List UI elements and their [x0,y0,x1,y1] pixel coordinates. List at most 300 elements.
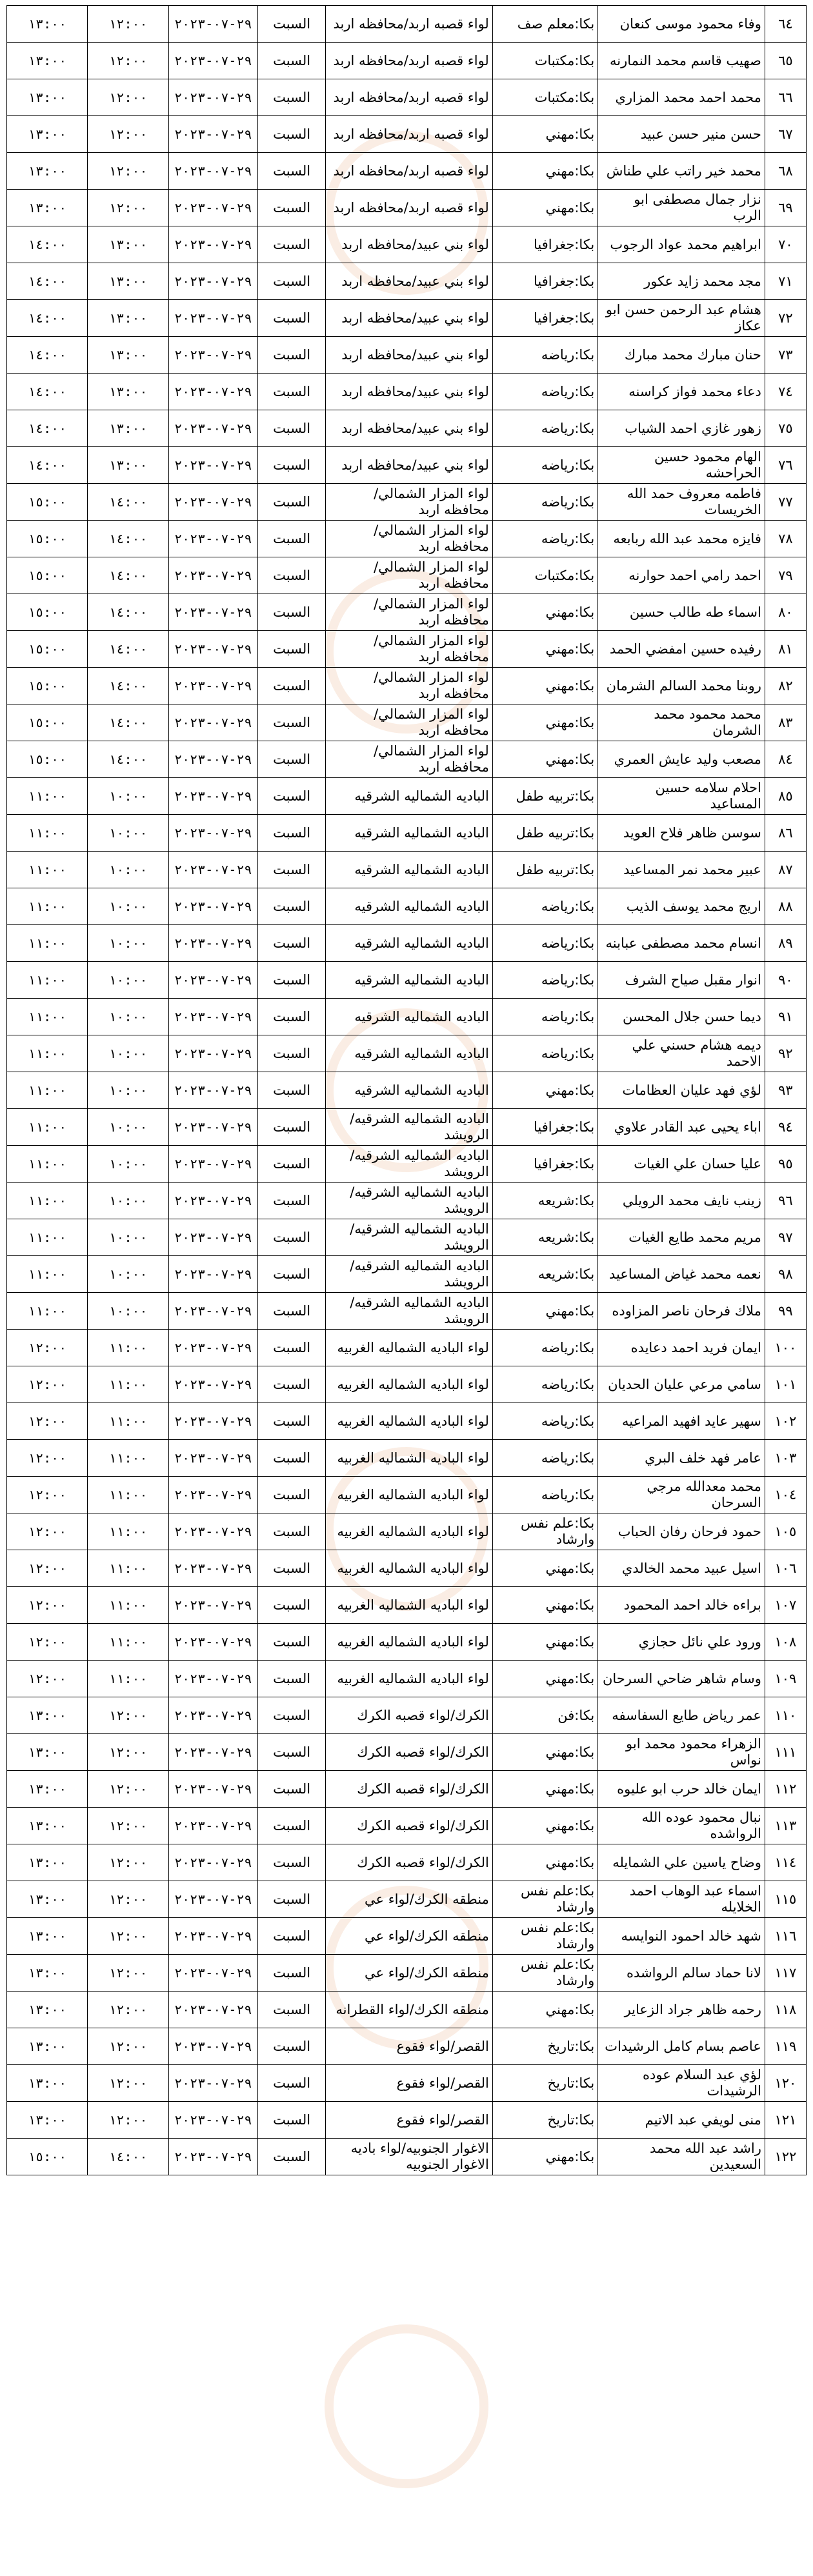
table-row [7,1183,807,1219]
interview-day: السبت [257,1771,325,1808]
applicant-name: احلام سلامه حسين المساعيد [598,778,765,815]
specialization: بكا:رياضه [492,1477,597,1513]
directorate: منطقه الكرك/لواء عي [326,1955,493,1992]
table-row [7,447,807,484]
directorate: الباديه الشماليه الشرقيه/ الرويشد [326,1109,493,1146]
start-time: ١٢:٠٠ [88,190,168,226]
table-row [7,1587,807,1624]
specialization: بكا:رياضه [492,447,597,484]
specialization: بكا:تاريخ [492,2102,597,2139]
row-number: ١٠١ [765,1366,806,1403]
applicant-name: نزار جمال مصطفى ابو الرب [598,190,765,226]
row-number: ٧٦ [765,447,806,484]
table-row [7,1330,807,1366]
interview-date: ٢٩-٠٧-٢٠٢٣ [168,1477,257,1513]
end-time: ١٣:٠٠ [7,43,88,79]
applicant-name: هشام عبد الرحمن حسن ابو عكاز [598,300,765,337]
interview-day: السبت [257,1219,325,1256]
row-number: ٩٤ [765,1109,806,1146]
specialization: بكا:رياضه [492,521,597,557]
interview-date: ٢٩-٠٧-٢٠٢٣ [168,43,257,79]
end-time: ١١:٠٠ [7,999,88,1035]
applicant-name: محمد خير راتب علي طناش [598,153,765,190]
interview-date: ٢٩-٠٧-٢٠٢٣ [168,1403,257,1440]
applicant-name: لؤي فهد عليان العظامات [598,1072,765,1109]
interview-day: السبت [257,852,325,888]
row-number: ٦٧ [765,116,806,153]
specialization: بكا:مكتبات [492,79,597,116]
interview-date: ٢٩-٠٧-٢٠٢٣ [168,1955,257,1992]
directorate: لواء قصبه اربد/محافظه اربد [326,190,493,226]
interview-day: السبت [257,43,325,79]
interview-date: ٢٩-٠٧-٢٠٢٣ [168,704,257,741]
start-time: ١١:٠٠ [88,1366,168,1403]
end-time: ١٤:٠٠ [7,263,88,300]
applicant-name: دعاء محمد فواز كراسنه [598,374,765,410]
applicant-name: فاطمه معروف حمد الله الخريسات [598,484,765,521]
table-row [7,2139,807,2175]
start-time: ١١:٠٠ [88,1624,168,1661]
table-row [7,153,807,190]
interview-date: ٢٩-٠٧-٢٠٢٣ [168,815,257,852]
table-row [7,815,807,852]
directorate: لواء المزار الشمالي/محافظه اربد [326,557,493,594]
end-time: ١١:٠٠ [7,815,88,852]
applicant-name: ايمان فريد احمد دعايده [598,1330,765,1366]
table-row [7,557,807,594]
interview-date: ٢٩-٠٧-٢٠٢٣ [168,2139,257,2175]
interview-day: السبت [257,263,325,300]
specialization: بكا:مهني [492,704,597,741]
row-number: ٩٣ [765,1072,806,1109]
interview-date: ٢٩-٠٧-٢٠٢٣ [168,410,257,447]
directorate: لواء بني عبيد/محافظه اربد [326,410,493,447]
directorate: لواء الباديه الشماليه الغربيه [326,1624,493,1661]
applicant-name: اسماء طه طالب حسين [598,594,765,631]
table-row [7,1955,807,1992]
row-number: ٧٨ [765,521,806,557]
end-time: ١٥:٠٠ [7,521,88,557]
table-row [7,190,807,226]
row-number: ١٠٥ [765,1513,806,1550]
applicant-name: ورود علي نائل حجازي [598,1624,765,1661]
applicant-name: مصعب وليد عايش العمري [598,741,765,778]
applicant-name: ملاك فرحان ناصر المزاوده [598,1293,765,1330]
specialization: بكا:علم نفس وارشاد [492,1513,597,1550]
end-time: ١٤:٠٠ [7,337,88,374]
end-time: ١٢:٠٠ [7,1403,88,1440]
row-number: ١٠٨ [765,1624,806,1661]
row-number: ٧٥ [765,410,806,447]
start-time: ١٢:٠٠ [88,1955,168,1992]
end-time: ١٤:٠٠ [7,410,88,447]
start-time: ١٠:٠٠ [88,778,168,815]
applicant-name: سهير عايد افهيد المراعيه [598,1403,765,1440]
end-time: ١٣:٠٠ [7,116,88,153]
specialization: بكا:تربيه طفل [492,778,597,815]
interview-date: ٢٩-٠٧-٢٠٢٣ [168,888,257,925]
table-row [7,521,807,557]
end-time: ١٢:٠٠ [7,1366,88,1403]
interview-date: ٢٩-٠٧-٢٠٢٣ [168,116,257,153]
row-number: ٧٢ [765,300,806,337]
start-time: ١١:٠٠ [88,1550,168,1587]
interview-date: ٢٩-٠٧-٢٠٢٣ [168,1808,257,1844]
interview-day: السبت [257,1072,325,1109]
specialization: بكا:مهني [492,190,597,226]
row-number: ١٢٠ [765,2065,806,2102]
interview-date: ٢٩-٠٧-٢٠٢٣ [168,1293,257,1330]
start-time: ١٤:٠٠ [88,741,168,778]
applicant-name: صهيب قاسم محمد النمارنه [598,43,765,79]
applicant-name: عاصم بسام كامل الرشيدات [598,2028,765,2065]
interview-day: السبت [257,1918,325,1955]
end-time: ١٣:٠٠ [7,2065,88,2102]
end-time: ١٥:٠٠ [7,741,88,778]
interview-date: ٢٩-٠٧-٢٠٢٣ [168,1697,257,1734]
row-number: ٩٠ [765,962,806,999]
specialization: بكا:علم نفس وارشاد [492,1881,597,1918]
directorate: لواء المزار الشمالي/محافظه اربد [326,594,493,631]
row-number: ٨١ [765,631,806,668]
end-time: ١١:٠٠ [7,1183,88,1219]
table-row [7,79,807,116]
start-time: ١٣:٠٠ [88,226,168,263]
interview-day: السبت [257,557,325,594]
start-time: ١١:٠٠ [88,1440,168,1477]
applicant-name: احمد رامي احمد حوارنه [598,557,765,594]
start-time: ١٢:٠٠ [88,79,168,116]
directorate: منطقه الكرك/لواء عي [326,1881,493,1918]
start-time: ١٠:٠٠ [88,962,168,999]
end-time: ١١:٠٠ [7,925,88,962]
specialization: بكا:رياضه [492,484,597,521]
start-time: ١٠:٠٠ [88,1256,168,1293]
interview-date: ٢٩-٠٧-٢٠٢٣ [168,153,257,190]
end-time: ١٣:٠٠ [7,6,88,43]
applicant-name: اباء يحيى عبد القادر علاوي [598,1109,765,1146]
applicant-name: زهور غازي احمد الشياب [598,410,765,447]
end-time: ١٣:٠٠ [7,1955,88,1992]
interview-date: ٢٩-٠٧-٢٠٢٣ [168,1661,257,1697]
interview-day: السبت [257,1330,325,1366]
interview-day: السبت [257,190,325,226]
end-time: ١١:٠٠ [7,852,88,888]
specialization: بكا:علم نفس وارشاد [492,1918,597,1955]
interview-date: ٢٩-٠٧-٢٠٢٣ [168,337,257,374]
start-time: ١٢:٠٠ [88,1697,168,1734]
table-row [7,1881,807,1918]
start-time: ١٢:٠٠ [88,2065,168,2102]
applicant-name: نعمه محمد غياض المساعيد [598,1256,765,1293]
interview-date: ٢٩-٠٧-٢٠٢٣ [168,1587,257,1624]
row-number: ١٢٢ [765,2139,806,2175]
start-time: ١١:٠٠ [88,1587,168,1624]
interview-day: السبت [257,704,325,741]
end-time: ١٣:٠٠ [7,1771,88,1808]
applicant-name: محمد احمد محمد المزاري [598,79,765,116]
row-number: ١١١ [765,1734,806,1771]
table-row [7,1146,807,1183]
interview-day: السبت [257,962,325,999]
interview-date: ٢٩-٠٧-٢٠٢٣ [168,1550,257,1587]
row-number: ١١٠ [765,1697,806,1734]
specialization: بكا:شريعه [492,1256,597,1293]
end-time: ١٢:٠٠ [7,1624,88,1661]
specialization: بكا:مهني [492,116,597,153]
row-number: ٩١ [765,999,806,1035]
end-time: ١٥:٠٠ [7,594,88,631]
start-time: ١٠:٠٠ [88,1183,168,1219]
interview-date: ٢٩-٠٧-٢٠٢٣ [168,79,257,116]
table-row [7,337,807,374]
directorate: الباديه الشماليه الشرقيه [326,1035,493,1072]
start-time: ١٤:٠٠ [88,704,168,741]
interview-date: ٢٩-٠٧-٢٠٢٣ [168,778,257,815]
row-number: ١١٨ [765,1992,806,2028]
directorate: لواء بني عبيد/محافظه اربد [326,447,493,484]
table-row [7,2065,807,2102]
row-number: ٩٢ [765,1035,806,1072]
directorate: لواء الباديه الشماليه الغربيه [326,1550,493,1587]
specialization: بكا:مهني [492,1844,597,1881]
interview-day: السبت [257,1183,325,1219]
applicant-name: ديما حسن جلال المحسن [598,999,765,1035]
applicant-name: زينب نايف محمد الرويلي [598,1183,765,1219]
interview-day: السبت [257,116,325,153]
interview-day: السبت [257,410,325,447]
row-number: ٩٥ [765,1146,806,1183]
row-number: ٦٥ [765,43,806,79]
specialization: بكا:مهني [492,1072,597,1109]
start-time: ١٠:٠٠ [88,1035,168,1072]
end-time: ١٣:٠٠ [7,190,88,226]
start-time: ١٣:٠٠ [88,337,168,374]
interview-day: السبت [257,1881,325,1918]
end-time: ١١:٠٠ [7,1293,88,1330]
table-row [7,1219,807,1256]
interview-day: السبت [257,2065,325,2102]
row-number: ١٢١ [765,2102,806,2139]
directorate: الباديه الشماليه الشرقيه [326,962,493,999]
applicant-name: عليا حسان علي الغيات [598,1146,765,1183]
interview-date: ٢٩-٠٧-٢٠٢٣ [168,2028,257,2065]
row-number: ٧٧ [765,484,806,521]
directorate: لواء بني عبيد/محافظه اربد [326,300,493,337]
applicant-name: وضاح ياسين علي الشمايله [598,1844,765,1881]
applicant-name: الهام محمود حسين الحراحشه [598,447,765,484]
row-number: ١١٣ [765,1808,806,1844]
table-row [7,1366,807,1403]
interview-day: السبت [257,1293,325,1330]
interview-date: ٢٩-٠٧-٢٠٢٣ [168,1440,257,1477]
applicant-name: براءه خالد احمد المحمود [598,1587,765,1624]
directorate: الباديه الشماليه الشرقيه/ الرويشد [326,1293,493,1330]
interview-date: ٢٩-٠٧-٢٠٢٣ [168,1918,257,1955]
end-time: ١٢:٠٠ [7,1330,88,1366]
directorate: لواء المزار الشمالي/محافظه اربد [326,484,493,521]
table-row [7,1440,807,1477]
table-row [7,594,807,631]
directorate: منطقه الكرك/لواء القطرانه [326,1992,493,2028]
row-number: ١١٧ [765,1955,806,1992]
specialization: بكا:فن [492,1697,597,1734]
row-number: ١١٥ [765,1881,806,1918]
table-row [7,1256,807,1293]
start-time: ١١:٠٠ [88,1330,168,1366]
specialization: بكا:جغرافيا [492,1109,597,1146]
applicant-name: انوار مقبل صياح الشرف [598,962,765,999]
interview-day: السبت [257,1035,325,1072]
table-row [7,484,807,521]
specialization: بكا:شريعه [492,1219,597,1256]
directorate: الباديه الشماليه الشرقيه [326,1072,493,1109]
specialization: بكا:رياضه [492,410,597,447]
interview-date: ٢٩-٠٧-٢٠٢٣ [168,374,257,410]
start-time: ١٠:٠٠ [88,815,168,852]
interview-date: ٢٩-٠٧-٢٠٢٣ [168,484,257,521]
row-number: ٨٢ [765,668,806,704]
interview-day: السبت [257,1992,325,2028]
applicant-name: حسن منير حسن عبيد [598,116,765,153]
interview-date: ٢٩-٠٧-٢٠٢٣ [168,1183,257,1219]
directorate: الكرك/لواء قصبه الكرك [326,1844,493,1881]
interview-date: ٢٩-٠٧-٢٠٢٣ [168,1219,257,1256]
specialization: بكا:مهني [492,1587,597,1624]
specialization: بكا:مهني [492,1624,597,1661]
row-number: ٩٩ [765,1293,806,1330]
table-row [7,1477,807,1513]
row-number: ٦٨ [765,153,806,190]
directorate: لواء بني عبيد/محافظه اربد [326,263,493,300]
directorate: الكرك/لواء قصبه الكرك [326,1734,493,1771]
interview-day: السبت [257,741,325,778]
start-time: ١٢:٠٠ [88,1808,168,1844]
applicant-name: رفيده حسين امفضي الحمد [598,631,765,668]
start-time: ١١:٠٠ [88,1403,168,1440]
table-row [7,6,807,43]
schedule-sheet [6,5,807,2175]
row-number: ٨٧ [765,852,806,888]
start-time: ١٠:٠٠ [88,1293,168,1330]
interview-day: السبت [257,668,325,704]
specialization: بكا:مهني [492,1808,597,1844]
directorate: لواء الباديه الشماليه الغربيه [326,1366,493,1403]
end-time: ١٤:٠٠ [7,226,88,263]
interview-day: السبت [257,79,325,116]
directorate: لواء قصبه اربد/محافظه اربد [326,6,493,43]
interview-date: ٢٩-٠٧-٢٠٢٣ [168,962,257,999]
start-time: ١٣:٠٠ [88,300,168,337]
table-row [7,1293,807,1330]
interview-date: ٢٩-٠٧-٢٠٢٣ [168,1330,257,1366]
directorate: لواء قصبه اربد/محافظه اربد [326,116,493,153]
specialization: بكا:مهني [492,1661,597,1697]
interview-day: السبت [257,374,325,410]
interview-date: ٢٩-٠٧-٢٠٢٣ [168,2102,257,2139]
specialization: بكا:مهني [492,668,597,704]
start-time: ١٢:٠٠ [88,43,168,79]
applicant-name: مجد محمد زايد عكور [598,263,765,300]
table-row [7,1109,807,1146]
end-time: ١٢:٠٠ [7,1550,88,1587]
interview-date: ٢٩-٠٧-٢٠٢٣ [168,447,257,484]
applicant-name: وفاء محمود موسى كنعان [598,6,765,43]
specialization: بكا:مهني [492,1293,597,1330]
directorate: منطقه الكرك/لواء عي [326,1918,493,1955]
table-row [7,300,807,337]
end-time: ١٣:٠٠ [7,2102,88,2139]
directorate: لواء المزار الشمالي/محافظه اربد [326,668,493,704]
interview-date: ٢٩-٠٧-٢٠٢٣ [168,1881,257,1918]
start-time: ١٢:٠٠ [88,1771,168,1808]
end-time: ١٣:٠٠ [7,1734,88,1771]
table-row [7,263,807,300]
end-time: ١١:٠٠ [7,1146,88,1183]
table-row [7,410,807,447]
applicant-name: حمود فرحان رفان الحباب [598,1513,765,1550]
row-number: ٦٦ [765,79,806,116]
interview-day: السبت [257,1734,325,1771]
row-number: ٧٩ [765,557,806,594]
interview-day: السبت [257,1440,325,1477]
end-time: ١٣:٠٠ [7,2028,88,2065]
directorate: لواء قصبه اربد/محافظه اربد [326,153,493,190]
interview-date: ٢٩-٠٧-٢٠٢٣ [168,226,257,263]
end-time: ١٥:٠٠ [7,484,88,521]
specialization: بكا:مهني [492,741,597,778]
table-row [7,1550,807,1587]
table-row [7,778,807,815]
applicant-name: راشد عبد الله محمد السعيدين [598,2139,765,2175]
row-number: ٨٩ [765,925,806,962]
end-time: ١١:٠٠ [7,1072,88,1109]
applicant-name: ايمان خالد حرب ابو عليوه [598,1771,765,1808]
start-time: ١٢:٠٠ [88,1881,168,1918]
row-number: ٦٩ [765,190,806,226]
end-time: ١٢:٠٠ [7,1477,88,1513]
applicant-name: شهد خالد احمود النوايسه [598,1918,765,1955]
start-time: ١٣:٠٠ [88,447,168,484]
row-number: ١٠٧ [765,1587,806,1624]
specialization: بكا:مهني [492,1992,597,2028]
interview-date: ٢٩-٠٧-٢٠٢٣ [168,1513,257,1550]
directorate: الباديه الشماليه الشرقيه [326,925,493,962]
row-number: ٨٨ [765,888,806,925]
applicant-name: الزهراء محمود محمد ابو نواس [598,1734,765,1771]
applicant-name: رحمه ظاهر جراد الزعاير [598,1992,765,2028]
table-row [7,962,807,999]
interview-date: ٢٩-٠٧-٢٠٢٣ [168,852,257,888]
end-time: ١٥:٠٠ [7,704,88,741]
applicant-name: اسيل عبيد محمد الخالدي [598,1550,765,1587]
interview-date: ٢٩-٠٧-٢٠٢٣ [168,631,257,668]
row-number: ١٠٣ [765,1440,806,1477]
interview-date: ٢٩-٠٧-٢٠٢٣ [168,190,257,226]
interview-date: ٢٩-٠٧-٢٠٢٣ [168,1366,257,1403]
start-time: ١٤:٠٠ [88,631,168,668]
end-time: ١١:٠٠ [7,1109,88,1146]
applicant-name: وسام شاهر ضاحي السرحان [598,1661,765,1697]
interview-day: السبت [257,888,325,925]
directorate: الباديه الشماليه الشرقيه [326,852,493,888]
specialization: بكا:رياضه [492,925,597,962]
end-time: ١٤:٠٠ [7,447,88,484]
interview-date: ٢٩-٠٧-٢٠٢٣ [168,1844,257,1881]
directorate: لواء بني عبيد/محافظه اربد [326,374,493,410]
interview-date: ٢٩-٠٧-٢٠٢٣ [168,1734,257,1771]
interview-day: السبت [257,815,325,852]
